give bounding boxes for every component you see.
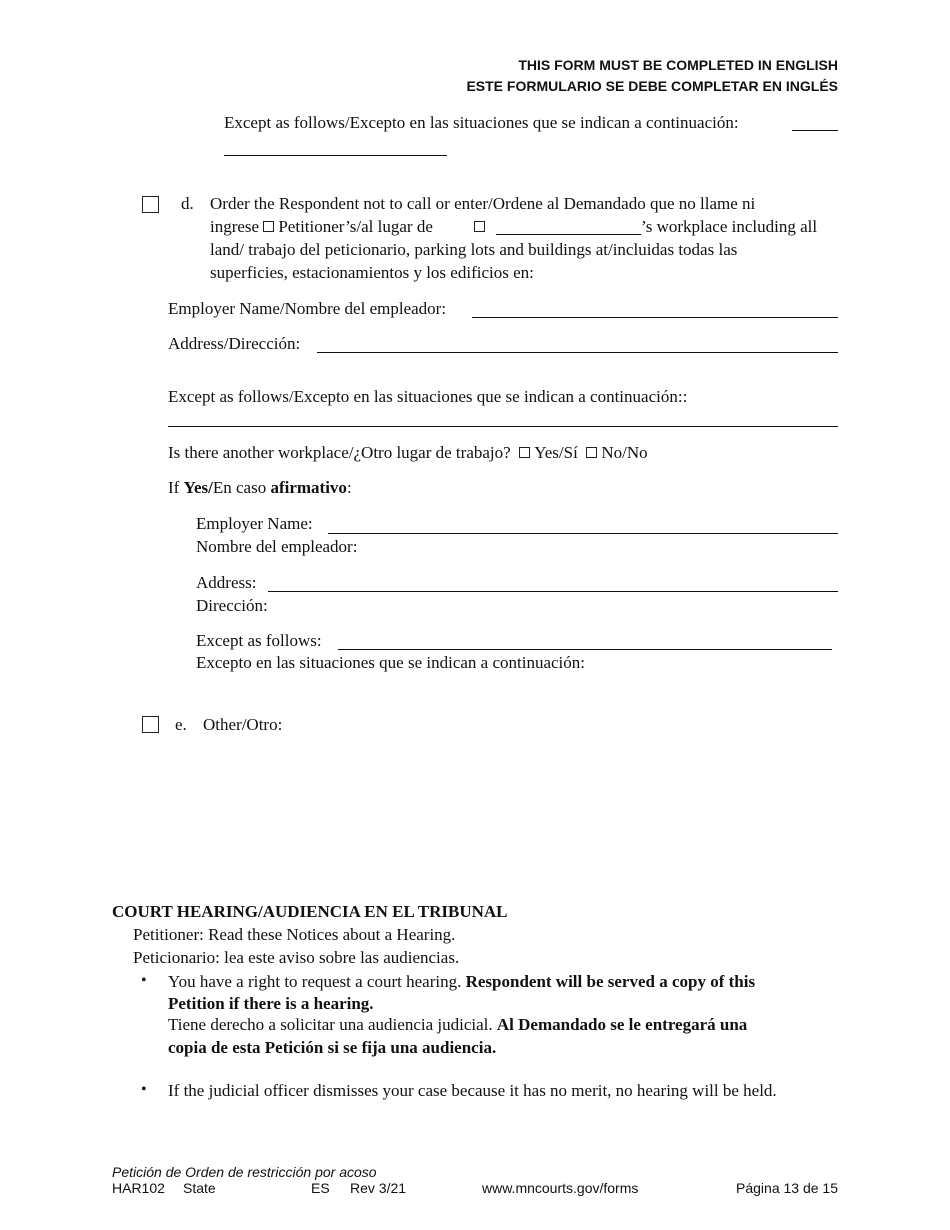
bullet-2-text: If the judicial officer dismisses your case because it has no merit, no hearing will be held.: [168, 1081, 777, 1100]
hearing-intro-en: Petitioner: Read these Notices about a Hearing.: [133, 925, 456, 944]
item-e-label: Other/Otro:: [203, 715, 283, 734]
top-except-label: Except as follows/Excepto en las situaciones que se indican a continuación:: [224, 113, 739, 132]
bullet-1: •: [141, 972, 147, 989]
yes-label: Yes/Sí: [534, 443, 578, 462]
item-d-letter: d.: [181, 194, 194, 213]
bullet-1-en-bold2: Petition if there is a hearing.: [168, 994, 374, 1013]
another-workplace-no-checkbox[interactable]: [586, 447, 597, 458]
if-yes-d: afirmativo: [270, 478, 347, 497]
employer2-field[interactable]: [328, 533, 838, 534]
if-yes-e: :: [346, 478, 352, 497]
form-language-notice-es: ESTE FORMULARIO SE DEBE COMPLETAR EN INGLÉS: [466, 78, 838, 94]
address-label: Address/Dirección:: [168, 334, 301, 353]
employer2-label-en: Employer Name:: [196, 514, 313, 533]
if-yes-b: Yes/: [183, 478, 213, 497]
item-d-line3: land/ trabajo del peticionario, parking lots and buildings at/incluidas todas las: [210, 240, 738, 259]
item-d-line2-end: ’s workplace including all: [641, 217, 818, 236]
footer-lang: ES: [311, 1180, 330, 1196]
if-yes-c: En caso: [212, 478, 271, 497]
another-workplace-yes-checkbox[interactable]: [519, 447, 530, 458]
other-workplace-name-field[interactable]: [496, 234, 641, 235]
item-e-checkbox[interactable]: [142, 716, 159, 733]
employer-name-label: Employer Name/Nombre del empleador:: [168, 299, 447, 318]
except2-label-es: Excepto en las situaciones que se indican a continuación:: [196, 653, 585, 672]
bullet-1-es-bold2: copia de esta Petición si se fija una audiencia.: [168, 1038, 497, 1057]
bullet-1-en-plain: You have a right to request a court hearing.: [168, 972, 466, 991]
bullet-1-line1: [168, 972, 755, 992]
address-field[interactable]: [317, 352, 838, 353]
address2-label-en: Address:: [196, 573, 257, 592]
bullet-1-es-bold1: Al Demandado se le entregará una: [496, 1015, 748, 1034]
except-label: Except as follows/Excepto en las situaciones que se indican a continuación::: [168, 387, 688, 406]
hearing-title: COURT HEARING/AUDIENCIA EN EL TRIBUNAL: [112, 902, 508, 921]
item-d-line1: Order the Respondent not to call or enter/Ordene al Demandado que no llame ni: [210, 194, 756, 213]
address2-field[interactable]: [268, 591, 838, 592]
bullet-1-line3: [168, 1015, 747, 1035]
employer-name-field[interactable]: [472, 317, 838, 318]
bullet-1-en-bold1: Respondent will be served a copy of this: [465, 972, 756, 991]
top-except-field-1[interactable]: [792, 130, 838, 131]
footer-state: State: [183, 1180, 216, 1196]
bullet-2: •: [141, 1081, 147, 1098]
petitioner-workplace-checkbox[interactable]: [263, 221, 274, 232]
no-label: No/No: [601, 443, 648, 462]
item-e-letter: e.: [175, 715, 187, 734]
if-yes-a: If: [168, 478, 184, 497]
except2-label-en: Except as follows:: [196, 631, 322, 650]
item-d-petitioner-label: Petitioner’s/al lugar de: [278, 217, 433, 236]
footer-code: HAR102: [112, 1180, 165, 1196]
bullet-1-es-plain: Tiene derecho a solicitar una audiencia judicial.: [168, 1015, 497, 1034]
item-d-line2: [210, 217, 433, 237]
other-workplace-checkbox[interactable]: [474, 221, 485, 232]
if-yes-label: [168, 478, 352, 498]
except-field[interactable]: [168, 426, 838, 427]
footer-page: Página 13 de 15: [736, 1180, 838, 1196]
item-d-line4: superficies, estacionamientos y los edificios en:: [210, 263, 534, 282]
item-d-ingrese: ingrese: [210, 217, 260, 236]
another-workplace-label: Is there another workplace/¿Otro lugar de trabajo?: [168, 443, 511, 462]
item-d-checkbox[interactable]: [142, 196, 159, 213]
top-except-field-2[interactable]: [224, 155, 447, 156]
form-language-notice-en: THIS FORM MUST BE COMPLETED IN ENGLISH: [518, 57, 838, 73]
employer2-label-es: Nombre del empleador:: [196, 537, 358, 556]
except2-field[interactable]: [338, 649, 832, 650]
footer-title: Petición de Orden de restricción por acoso: [112, 1164, 377, 1180]
footer-rev: Rev 3/21: [350, 1180, 407, 1196]
hearing-intro-es: Peticionario: lea este aviso sobre las audiencias.: [133, 948, 460, 967]
another-workplace-question: [168, 443, 648, 463]
footer-url[interactable]: www.mncourts.gov/forms: [482, 1180, 639, 1196]
address2-label-es: Dirección:: [196, 596, 268, 615]
